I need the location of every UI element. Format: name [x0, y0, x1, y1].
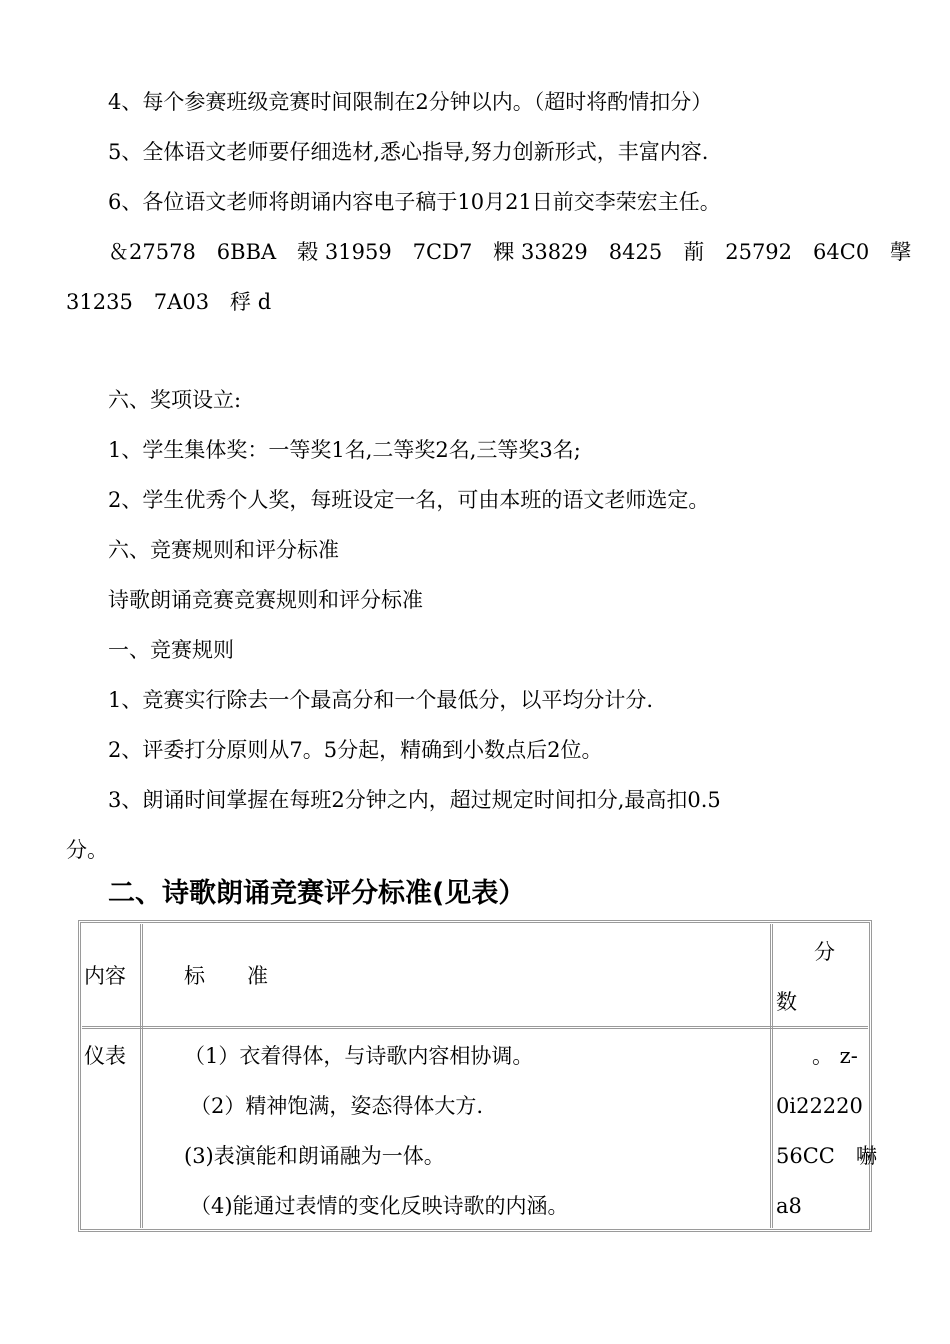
- row-item-1: （1）衣着得体，与诗歌内容相协调。: [184, 1044, 534, 1068]
- text-line-11: 一、竞赛规则: [108, 638, 234, 662]
- row-score-line-1: 。 z-: [812, 1044, 858, 1068]
- row-score-line-2: 0i22220: [776, 1094, 863, 1118]
- table-divider-2: [770, 924, 773, 1228]
- text-line-1: 4、每个参赛班级竞赛时间限制在2分钟以内。（超时将酌情扣分）: [108, 90, 713, 114]
- row-score-line-4: a8: [776, 1194, 802, 1218]
- row-item-4: （4)能通过表情的变化反映诗歌的内涵。: [190, 1194, 569, 1218]
- header-standard: 标 准: [184, 964, 268, 988]
- text-line-15: 分。: [66, 838, 108, 862]
- text-line-13: 2、评委打分原则从7。5分起，精确到小数点后2位。: [108, 738, 603, 762]
- text-line-12: 1、竞赛实行除去一个最高分和一个最低分，以平均分计分.: [108, 688, 654, 712]
- text-line-14: 3、朗诵时间掌握在每班2分钟之内，超过规定时间扣分,最高扣0.5: [108, 788, 721, 812]
- text-line-3: 6、各位语文老师将朗诵内容电子稿于10月21日前交李荣宏主任。: [108, 190, 721, 214]
- text-line-5: 31235 7A03 稃 d: [66, 290, 272, 314]
- header-score-2: 数: [776, 990, 797, 1014]
- row-item-2: （2）精神饱满，姿态得体大方.: [190, 1094, 484, 1118]
- text-line-9: 六、竞赛规则和评分标准: [108, 538, 339, 562]
- text-line-7: 1、学生集体奖：一等奖1名,二等奖2名,三等奖3名;: [108, 438, 581, 462]
- table-divider-1: [140, 924, 143, 1228]
- table-row-divider: [82, 1026, 868, 1029]
- text-line-2: 5、全体语文老师要仔细选材,悉心指导,努力创新形式，丰富内容.: [108, 140, 709, 164]
- text-line-8: 2、学生优秀个人奖，每班设定一名，可由本班的语文老师选定。: [108, 488, 710, 512]
- text-line-10: 诗歌朗诵竞赛竞赛规则和评分标准: [108, 588, 423, 612]
- row-content: 仪表: [84, 1044, 126, 1068]
- text-line-4: ＆27578 6BBA 榖 31959 7CD7 粿 33829 8425 萷 25792 64C0 撀: [108, 240, 912, 264]
- section-title: 二、诗歌朗诵竞赛评分标准(见表）: [108, 878, 526, 909]
- row-item-3: (3)表演能和朗诵融为一体。: [184, 1144, 445, 1168]
- text-line-6: 六、奖项设立:: [108, 388, 242, 412]
- header-score-1: 分: [814, 940, 835, 964]
- header-content: 内容: [84, 964, 126, 988]
- row-score-line-3: 56CC 嚇: [776, 1144, 877, 1168]
